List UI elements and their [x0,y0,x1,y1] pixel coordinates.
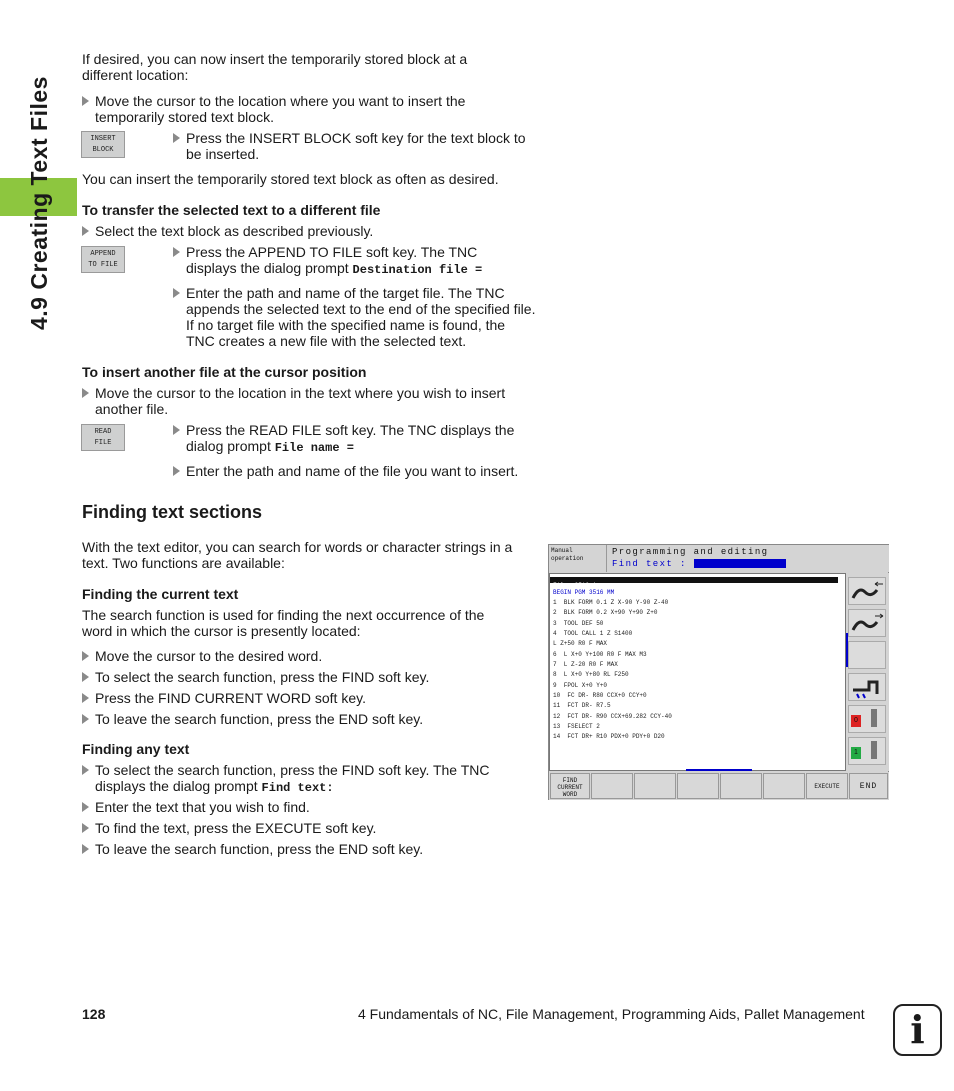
empty-softkey[interactable] [848,641,886,669]
paragraph-current: The search function is used for finding the next occurrence of the word in which the cursor is presently located: [82,607,485,639]
dialog-title: Programming and editing [612,547,769,557]
heading-finding: Finding text sections [82,502,263,522]
editor-line: 14 FCT DR+ R10 PDX+0 PDY+0 D20 [553,733,665,740]
page-number: 128 [82,1006,106,1022]
arrow-icon [82,844,89,854]
softkey-empty[interactable] [720,773,762,799]
editor-line: L Z+50 R0 F MAX [553,640,608,647]
cur-step-3: Press the FIND CURRENT WORD soft key. [82,690,535,706]
heading-current: Finding the current text [82,586,239,602]
arrow-icon [173,288,180,298]
arrow-icon [82,651,89,661]
arrow-icon [82,693,89,703]
step-select-block: Select the text block as described previously. [82,223,525,239]
any-step-3: To find the text, press the EXECUTE soft key. [82,820,535,836]
editor-line: 6 L X+0 Y+100 R0 F MAX M3 [553,651,647,658]
softkey-execute[interactable]: EXECUTE [806,773,848,799]
dialog-prompt: Find text : [612,559,687,569]
arrow-icon [173,133,180,143]
arrow-icon [82,823,89,833]
arrow-icon [82,714,89,724]
paragraph-search-intro: With the text editor, you can search for words or character strings in a text. Two functions are available: [82,539,513,571]
cur-step-2: To select the search function, press the FIND soft key. [82,669,535,685]
dialog-input-field[interactable] [694,559,786,568]
heading-insert-other: To insert another file at the cursor position [82,364,367,380]
softkey-insert-block: INSERT BLOCK [81,131,125,158]
cur-step-4: To leave the search function, press the END soft key. [82,711,535,727]
step-press-append: Press the APPEND TO FILE soft key. The TNC displays the dialog prompt Destination file = [173,244,531,278]
step-enter-target: Enter the path and name of the target file. The TNC appends the selected text to the end of the specified file. If no target file with the specified name is found, the TNC creates a new file with the selected text. [173,285,536,349]
editor-line: 7 L Z-20 R0 F MAX [553,661,618,668]
editor-scrollbar[interactable] [686,769,752,771]
softkey-find-current-word[interactable]: FIND CURRENT WORD [550,773,590,799]
editor-line: 11 FCT DR- R7.5 [553,702,611,709]
spindle-off-icon[interactable]: 0 [848,705,886,733]
prompt-filename: File name = [274,441,354,455]
dialog-area [608,545,889,572]
editor-line: 12 FCT DR- R90 CCX+69.282 CCY-40 [553,713,672,720]
spindle-on-icon[interactable]: 1 [848,737,886,765]
softkey-empty[interactable] [763,773,805,799]
shift-left-icon[interactable] [848,577,886,605]
arrow-icon [82,96,89,106]
editor-line: 1 BLK FORM 0.1 Z X-90 Y-90 Z-40 [553,599,669,606]
softkey-empty[interactable] [591,773,633,799]
softkey-append-to-file: APPEND TO FILE [81,246,125,273]
softkey-empty[interactable] [677,773,719,799]
editor-line: BEGIN PGM 3516 MM [553,589,615,596]
shift-right-icon[interactable] [848,609,886,637]
vertical-softkey-bar [846,573,889,771]
any-step-2: Enter the text that you wish to find. [82,799,535,815]
prompt-destination: Destination file = [352,263,483,277]
step-press-read: Press the READ FILE soft key. The TNC displays the dialog prompt File name = [173,422,536,456]
text-editor[interactable] [549,573,846,771]
step-move-cursor-2: Move the cursor to the location in the text where you wish to insert another file. [82,385,535,417]
info-icon: i [893,1004,942,1056]
arrow-icon [82,388,89,398]
any-step-1: To select the search function, press the FIND soft key. The TNC displays the dialog prompt Find text: [82,762,535,796]
editor-line: 3 TOOL DEF 50 [553,620,604,627]
coolant-icon[interactable] [848,673,886,701]
cur-step-1: Move the cursor to the desired word. [82,648,535,664]
operating-mode: Manual operation [549,545,607,572]
editor-line: 10 FC DR- R80 CCX+0 CCY+0 [553,692,647,699]
arrow-icon [173,425,180,435]
arrow-icon [82,765,89,775]
softkey-read-file: READ FILE [81,424,125,451]
editor-line: 9 FPOL X+0 Y+0 [553,682,608,689]
arrow-icon [82,802,89,812]
editor-line: 13 FSELECT 2 [553,723,600,730]
chapter-footer: 4 Fundamentals of NC, File Management, Programming Aids, Pallet Management [358,1006,865,1022]
editor-line: 8 L X+0 Y+80 RL F250 [553,671,629,678]
step-press-insert: Press the INSERT BLOCK soft key for the text block to be inserted. [173,130,536,162]
heading-transfer: To transfer the selected text to a different file [82,202,381,218]
arrow-icon [173,247,180,257]
chapter-side-title: 4.9 Creating Text Files [26,76,52,330]
softkey-end[interactable]: END [849,773,888,799]
arrow-icon [82,226,89,236]
tnc-screenshot [548,544,889,800]
step-move-cursor: Move the cursor to the location where you want to insert the temporarily stored text block. [82,93,525,125]
arrow-icon [173,466,180,476]
editor-status-bar: File: 3516.A Line: 0 Column: 1 INSERT [550,577,838,583]
step-enter-insert: Enter the path and name of the file you want to insert. [173,463,546,479]
editor-line: 4 TOOL CALL 1 Z S1400 [553,630,633,637]
horizontal-softkey-bar [549,772,889,800]
prompt-find: Find text: [261,781,334,795]
arrow-icon [82,672,89,682]
paragraph-intro: If desired, you can now insert the temporarily stored block at a different location: [82,51,468,83]
softkey-empty[interactable] [634,773,676,799]
heading-any: Finding any text [82,741,190,757]
editor-line: 2 BLK FORM 0.2 X+90 Y+90 Z+0 [553,609,658,616]
paragraph-as-often: You can insert the temporarily stored text block as often as desired. [82,171,499,187]
any-step-4: To leave the search function, press the END soft key. [82,841,535,857]
